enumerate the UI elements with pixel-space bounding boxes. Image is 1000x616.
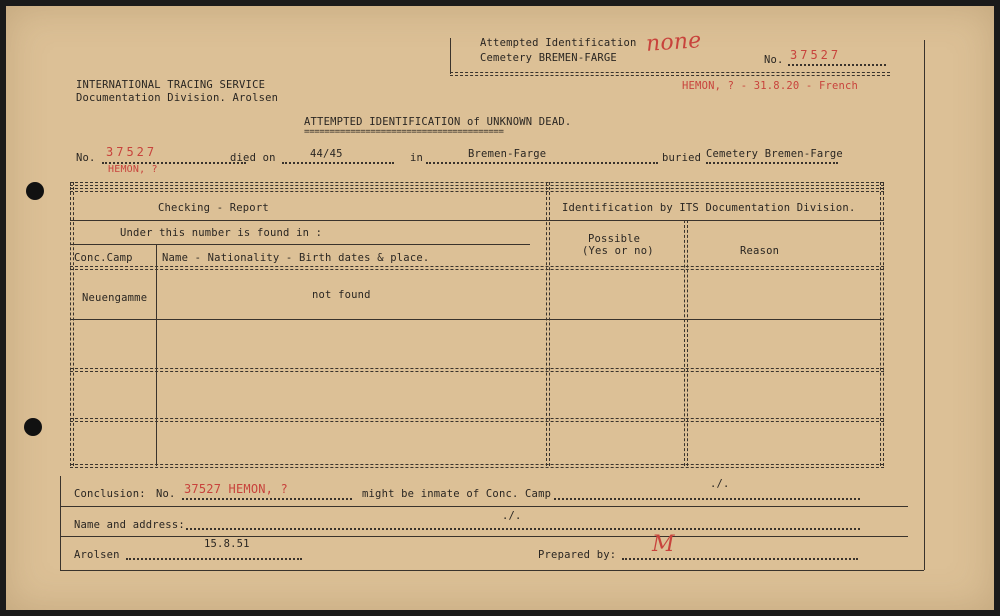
record-no-label: No.	[76, 152, 96, 164]
table-top-border	[70, 182, 884, 186]
frame-bottom-edge	[60, 570, 924, 571]
record-no-value: 37527	[106, 145, 158, 159]
table-bottom-border	[70, 464, 884, 468]
address-mark: ./.	[502, 510, 522, 522]
red-reference: HEMON, ? - 31.8.20 - French	[682, 80, 859, 92]
table-right-border	[880, 182, 884, 466]
record-in-value: Bremen-Farge	[468, 148, 547, 160]
prepared-by-initial: M	[652, 532, 675, 557]
punch-hole-top	[26, 182, 44, 200]
org-line1: INTERNATIONAL TRACING SERVICE	[76, 79, 266, 91]
record-died-label: died on	[230, 152, 276, 164]
conclusion-end-mark: ./.	[710, 478, 730, 490]
table-top-border-2	[70, 188, 884, 192]
org-line2: Documentation Division. Arolsen	[76, 92, 279, 104]
col-header-reason: Reason	[740, 245, 780, 257]
record-buried-value: Cemetery Bremen-Farge	[706, 148, 843, 160]
col-header-possible-2: (Yes or no)	[582, 245, 654, 257]
record-buried-label: buried	[662, 152, 702, 164]
address-label: Name and address:	[74, 519, 185, 531]
punch-hole-bottom	[24, 418, 42, 436]
row1-name: not found	[312, 289, 371, 301]
frame-left-edge	[60, 476, 61, 570]
header-box-line2: Cemetery BREMEN-FARGE	[480, 52, 617, 64]
footer-date: 15.8.51	[204, 538, 250, 550]
col-header-possible-1: Possible	[588, 233, 641, 245]
header-box-no-value: 37527	[790, 48, 842, 62]
table-camp-divider	[156, 244, 157, 466]
record-in-label: in	[410, 152, 424, 164]
address-separator	[60, 536, 908, 537]
record-in-dots	[426, 162, 658, 164]
conclusion-mid-text: might be inmate of Conc. Camp	[362, 488, 552, 500]
conclusion-no-value: 37527 HEMON, ?	[184, 482, 288, 496]
footer-date-dots	[126, 558, 302, 560]
checking-report-header: Checking - Report	[158, 202, 269, 214]
conclusion-no-label: No.	[156, 488, 176, 500]
table-possible-divider	[684, 220, 688, 466]
under-number-underline	[70, 244, 530, 245]
page-title: ATTEMPTED IDENTIFICATION of UNKNOWN DEAD.	[304, 116, 572, 128]
conclusion-separator	[60, 506, 908, 507]
prepared-by-dots	[622, 558, 858, 560]
record-buried-dots	[706, 162, 838, 164]
ident-header: Identification by ITS Documentation Division.	[562, 202, 856, 214]
prepared-by-label: Prepared by:	[538, 549, 617, 561]
conclusion-label: Conclusion:	[74, 488, 146, 500]
record-no-name: HEMON, ?	[108, 164, 158, 175]
frame-right-edge	[924, 40, 925, 570]
conclusion-camp-dots	[554, 498, 860, 500]
table-row1-bottom	[70, 319, 884, 320]
footer-place: Arolsen	[74, 549, 120, 561]
header-box-no-dots	[788, 64, 886, 66]
table-colheader-bottom	[70, 266, 884, 270]
table-row2-bottom	[70, 368, 884, 372]
row1-camp: Neuengamme	[82, 292, 148, 304]
header-box-left-border	[450, 38, 451, 74]
table-center-divider	[546, 182, 550, 466]
under-number-text: Under this number is found in :	[120, 227, 323, 239]
record-died-dots	[282, 162, 394, 164]
title-underline: =======================================	[304, 127, 504, 137]
table-header-underline	[70, 220, 884, 221]
address-dots	[186, 528, 860, 530]
header-box-no-label: No.	[764, 54, 784, 66]
header-box-bottom-border	[450, 72, 890, 76]
document-card	[6, 6, 994, 610]
col-header-name: Name - Nationality - Birth dates & place.	[162, 252, 430, 264]
table-row3-bottom	[70, 418, 884, 422]
handwritten-none: none	[645, 28, 703, 57]
record-died-value: 44/45	[310, 148, 343, 160]
table-left-border	[70, 182, 74, 466]
conclusion-no-dots	[182, 498, 352, 500]
col-header-camp: Conc.Camp	[74, 252, 133, 264]
header-box-line1: Attempted Identification	[480, 37, 637, 49]
